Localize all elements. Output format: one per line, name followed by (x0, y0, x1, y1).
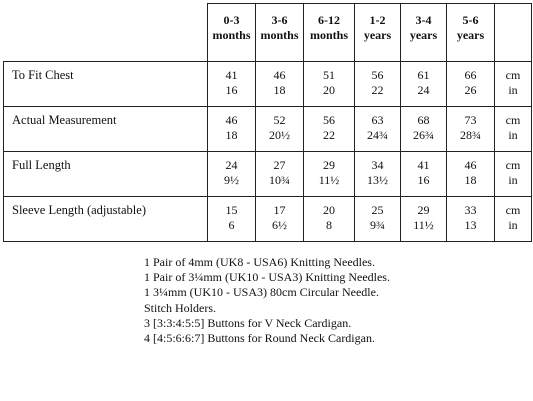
size-cell: 46 18 (208, 107, 256, 152)
header-blank-cell (4, 4, 208, 62)
size-cell: 29 11½ (304, 152, 355, 197)
size-cell: 61 24 (401, 62, 447, 107)
size-cell: 56 22 (304, 107, 355, 152)
header-row (4, 4, 532, 62)
table-row (4, 107, 532, 152)
row-label: Sleeve Length (adjustable) (4, 197, 208, 242)
materials-item: 3 [3:3:4:5:5] Buttons for V Neck Cardigan. (144, 315, 352, 330)
size-cell: 66 26 (447, 62, 495, 107)
size-cell: 27 10¾ (256, 152, 304, 197)
materials-item: 4 [4:5:6:6:7] Buttons for Round Neck Cardigan. (144, 331, 375, 346)
materials-item: 1 Pair of 4mm (UK8 - USA6) Knitting Needles. (144, 255, 375, 269)
size-cell: 56 22 (355, 62, 401, 107)
size-cell: 20 8 (304, 197, 355, 242)
unit-cell: cm in (495, 152, 532, 197)
header-age-2: 6-12 months (304, 4, 355, 62)
materials-item: 1 3¼mm (UK10 - USA3) 80cm Circular Needle. (144, 285, 379, 300)
row-label: Full Length (4, 152, 208, 197)
materials-item: 1 Pair of 3¼mm (UK10 - USA3) Knitting Needles. (144, 270, 390, 285)
size-cell: 33 13 (447, 197, 495, 242)
header-age-0: 0-3 months (208, 4, 256, 62)
size-cell: 68 26¾ (401, 107, 447, 152)
size-cell: 46 18 (447, 152, 495, 197)
materials-list (144, 255, 404, 346)
row-label: To Fit Chest (4, 62, 208, 107)
materials-item: Stitch Holders. (144, 300, 216, 315)
size-cell: 24 9½ (208, 152, 256, 197)
size-cell: 46 18 (256, 62, 304, 107)
header-age-4: 3-4 years (401, 4, 447, 62)
size-table (3, 3, 532, 242)
size-cell: 73 28¾ (447, 107, 495, 152)
header-age-1: 3-6 months (256, 4, 304, 62)
size-cell: 25 9¾ (355, 197, 401, 242)
size-cell: 41 16 (208, 62, 256, 107)
header-age-3: 1-2 years (355, 4, 401, 62)
size-cell: 63 24¾ (355, 107, 401, 152)
table-row (4, 197, 532, 242)
table-row (4, 62, 532, 107)
unit-cell: cm in (495, 107, 532, 152)
size-cell: 15 6 (208, 197, 256, 242)
table-row (4, 152, 532, 197)
size-cell: 17 6½ (256, 197, 304, 242)
header-age-5: 5-6 years (447, 4, 495, 62)
unit-cell: cm in (495, 197, 532, 242)
size-cell: 29 11½ (401, 197, 447, 242)
size-cell: 34 13½ (355, 152, 401, 197)
unit-cell: cm in (495, 62, 532, 107)
size-cell: 52 20½ (256, 107, 304, 152)
size-cell: 41 16 (401, 152, 447, 197)
header-unit-cell (495, 4, 532, 62)
row-label: Actual Measurement (4, 107, 208, 152)
size-cell: 51 20 (304, 62, 355, 107)
